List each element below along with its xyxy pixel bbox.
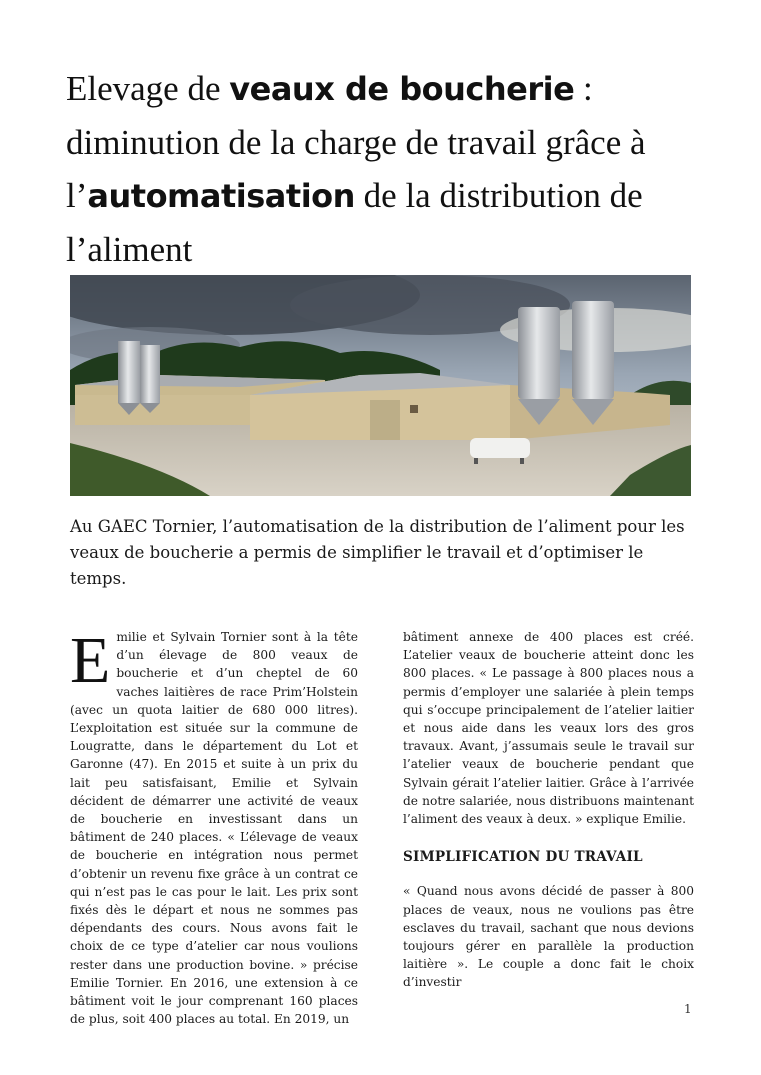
lead-paragraph: Au GAEC Tornier, l’automatisation de la distribution de l’aliment pour les veaux de boucherie a permis de simplifier le travail et d’optimiser le temps. [70, 517, 685, 588]
article-title [66, 62, 716, 276]
title-emphasis-veaux: veaux de boucherie [229, 70, 575, 108]
title-part-3: de la distribution de l’aliment [66, 176, 643, 269]
body-column-left [70, 624, 358, 1028]
dropcap: E [70, 624, 111, 697]
section-heading: SIMPLIFICATION DU TRAVAIL [403, 849, 643, 866]
title-part-1: Elevage de [66, 69, 230, 108]
body-paragraph-2: bâtiment annexe de 400 places est créé. L’atelier veaux de boucherie atteint donc les 800 places. « Le passage à 800 places nous a permis d’employer une salariée à plein temps qui s’occupe principalement de l’atelier laitier et nous aide dans les veaux lors des gros travaux. Avant, j’assumais seule le travail sur l’atelier veaux de boucherie pendant que Sylvain gérait l’atelier laitier. Grâce à l’arrivée de notre salariée, nous distribuons maintenant l’aliment des veaux à deux. » explique Emilie. [403, 630, 694, 827]
title-emphasis-automatisation: automatisation [87, 177, 355, 215]
farm-photo [70, 275, 691, 496]
title-part-2: : diminution de la charge de travail grâce à l’ [66, 69, 646, 215]
body-paragraph-1: milie et Sylvain Tornier sont à la tête d’un élevage de 800 veaux de boucherie et d’un cheptel de 60 vaches laitières de race Prim’Holstein (avec un quota laitier de 680 000 litres). L’exploitation est située sur la commune de Lougratte, dans le département du Lot et Garonne (47). En 2015 et suite à un prix du lait peu satisfaisant, Emilie et Sylvain décident de démarrer une activité de veaux de boucherie en investissant dans un bâtiment de 240 places. « L’élevage de veaux de boucherie en intégration nous permet d’obtenir un revenu fixe grâce à un contrat ce qui n’est pas le cas pour le lait. Les prix sont fixés dès le départ et nous ne sommes pas dépendants des cours. Nous avons fait le choix de ce type d’atelier car nous voulions rester dans une production bovine. » précise Emilie Tornier. En 2016, une extension à ce bâtiment voit le jour comprenant 160 places de plus, soit 400 places au total. En 2019, un [70, 630, 358, 1027]
body-paragraph-3: « Quand nous avons décidé de passer à 800 places de veaux, nous ne voulions pas être esclaves du travail, sachant que nous devions toujours gérer en parallèle la production laitière ». Le couple a donc fait le choix d’investir [403, 884, 694, 990]
farm-buildings-with-silos-photo-icon [70, 275, 691, 496]
page-number: 1 [684, 1002, 692, 1016]
body-column-right [403, 628, 694, 1007]
